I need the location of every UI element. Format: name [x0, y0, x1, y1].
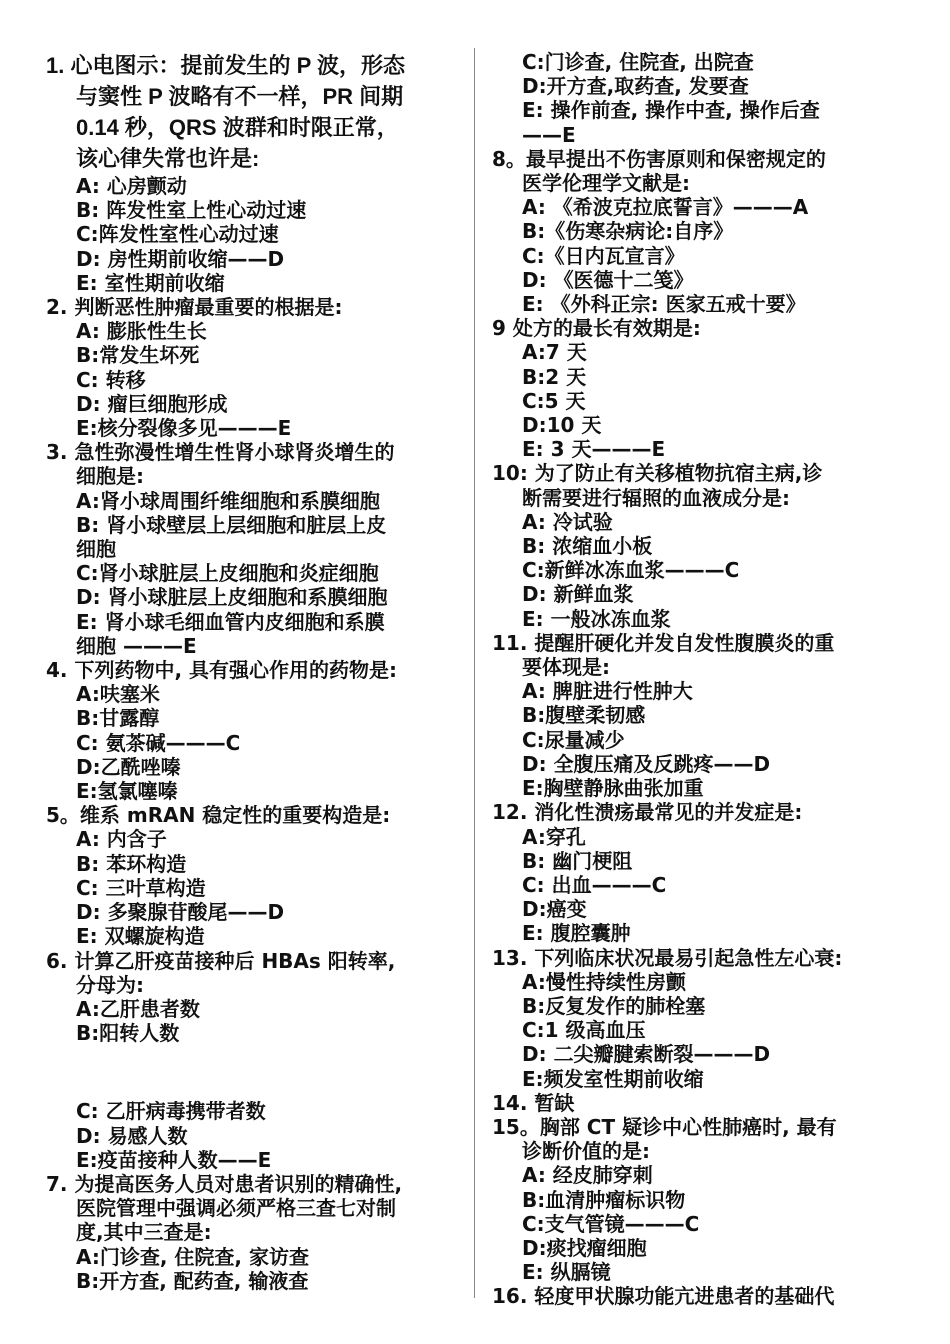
text-line: A: 膨胀性生长 — [76, 319, 207, 344]
text-line: D:10 天 — [522, 413, 602, 438]
text-line: D: 房性期前收缩——D — [76, 246, 285, 271]
text-line: D: 多聚腺苷酸尾——D — [76, 900, 285, 925]
text-line: E:疫苗接种人数——E — [76, 1147, 272, 1172]
text-line: A: 冷试验 — [522, 509, 613, 534]
question-line: 4. 下列药物中, 具有强心作用的药物是: — [46, 658, 398, 683]
text-line: D: 二尖瓣腱索断裂———D — [522, 1042, 771, 1067]
text-line: C: 转移 — [76, 367, 146, 392]
question-line: 11. 提醒肝硬化并发自发性腹膜炎的重 — [492, 630, 835, 655]
text-line: A:慢性持续性房颤 — [522, 969, 686, 994]
text-line: D:开方查,取药查, 发要查 — [522, 74, 749, 99]
text-line: E: 操作前查, 操作中查, 操作后查 — [522, 98, 820, 123]
text-line: A: 脾脏进行性肿大 — [522, 679, 693, 704]
text-line: 医学伦理学文献是: — [522, 171, 690, 196]
text-line: D: 瘤巨细胞形成 — [76, 391, 228, 416]
text-line: B:腹壁柔韧感 — [522, 703, 646, 728]
text-line: C: 乙肝病毒携带者数 — [76, 1099, 266, 1124]
text-line: C:肾小球脏层上皮细胞和炎症细胞 — [76, 561, 379, 586]
text-line: C:新鲜冰冻血浆———C — [522, 558, 740, 583]
question-line: 9 处方的最长有效期是: — [492, 316, 701, 341]
text-line: D: 全腹压痛及反跳疼——D — [522, 751, 771, 776]
text-line: E: 双螺旋构造 — [76, 924, 205, 949]
text-line: E: 腹腔囊肿 — [522, 921, 631, 946]
text-line: E:氢氯噻嗪 — [76, 779, 178, 804]
text-line: E: 《外科正宗: 医家五戒十要》 — [522, 292, 806, 317]
text-line: D: 《医德十二笺》 — [522, 267, 694, 292]
question-line: 13. 下列临床状况最易引起急性左心衰: — [492, 945, 843, 970]
text-line: D:癌变 — [522, 897, 587, 922]
text-line: B:《伤寒杂病论:自序》 — [522, 219, 734, 244]
blank-space — [46, 1045, 464, 1099]
text-line: B:血清肿瘤标识物 — [522, 1187, 686, 1212]
text-line: C: 三叶草构造 — [76, 875, 206, 900]
text-line: B: 苯环构造 — [76, 851, 187, 876]
text-line: C:支气管镜———C — [522, 1211, 700, 1236]
text-line: D:痰找瘤细胞 — [522, 1235, 647, 1260]
text-line: A: 内含子 — [76, 827, 167, 852]
question-line: 2. 判断恶性肿瘤最重要的根据是: — [46, 295, 343, 320]
text-line: C:5 天 — [522, 388, 586, 413]
text-line: 医院管理中强调必须严格三查七对制 — [76, 1196, 396, 1221]
question-line: 5。维系 mRAN 稳定性的重要构造是: — [46, 803, 391, 828]
text-line: 诊断价值的是: — [522, 1139, 650, 1164]
question-line: 10: 为了防止有关移植物抗宿主病,诊 — [492, 461, 823, 486]
text-line: B:阳转人数 — [76, 1021, 180, 1046]
text-line: B: 浓缩血小板 — [522, 534, 653, 559]
text-line: E: 室性期前收缩 — [76, 270, 225, 295]
text-line: C: 出血———C — [522, 872, 667, 897]
text-line: A:7 天 — [522, 340, 587, 365]
question-line: 14. 暂缺 — [492, 1090, 575, 1115]
text-line: ——E — [522, 122, 576, 147]
question-line: 1. 心电图示：提前发生的 P 波，形态 — [46, 53, 405, 78]
question-line: 该心律失常也许是: — [76, 146, 260, 171]
text-line: B:甘露醇 — [76, 706, 160, 731]
text-line: E: 3 天———E — [522, 437, 666, 462]
question-line: 3. 急性弥漫性增生性肾小球肾炎增生的 — [46, 440, 395, 465]
text-line: B: 幽门梗阻 — [522, 848, 633, 873]
text-line: D: 易感人数 — [76, 1123, 188, 1148]
text-line: 断需要进行辐照的血液成分是: — [522, 485, 790, 510]
text-line: A: 经皮肺穿刺 — [522, 1163, 653, 1188]
column-divider — [474, 48, 475, 1298]
text-line: D:乙酰唑嗪 — [76, 754, 181, 779]
text-line: B: 肾小球壁层上层细胞和脏层上皮 — [76, 512, 387, 537]
text-line: B: 阵发性室上性心动过速 — [76, 198, 307, 223]
left-column — [46, 50, 464, 1293]
text-line: 细胞是: — [76, 464, 144, 489]
text-line: C:《日内瓦宣言》 — [522, 243, 685, 268]
question-line: 7. 为提高医务人员对患者识别的精确性, — [46, 1171, 403, 1196]
text-line: C:尿量减少 — [522, 727, 625, 752]
question-line: 12. 消化性溃疡最常见的并发症是: — [492, 800, 803, 825]
text-line: 细胞 ———E — [76, 633, 197, 658]
text-line: 度,其中三查是: — [76, 1220, 212, 1245]
text-line: E:核分裂像多见———E — [76, 416, 292, 441]
text-line: A:乙肝患者数 — [76, 996, 200, 1021]
question-line: 6. 计算乙肝疫苗接种后 HBAs 阳转率, — [46, 948, 396, 973]
text-line: A:门诊查, 住院查, 家访查 — [76, 1244, 309, 1269]
text-line: E: 一般冰冻血浆 — [522, 606, 671, 631]
text-line: E:胸壁静脉曲张加重 — [522, 776, 704, 801]
text-line: A:呋塞米 — [76, 682, 160, 707]
text-line: C: 氨茶碱———C — [76, 730, 241, 755]
question-line: 0.14 秒，QRS 波群和时限正常， — [76, 115, 399, 140]
text-line: 细胞 — [76, 537, 116, 562]
text-line: B:反复发作的肺栓塞 — [522, 993, 706, 1018]
text-line: 要体现是: — [522, 655, 610, 680]
question-line: 16. 轻度甲状腺功能亢进患者的基础代 — [492, 1284, 835, 1309]
text-line: A: 心房颤动 — [76, 174, 187, 198]
text-line: C:1 级高血压 — [522, 1018, 646, 1043]
text-line: B:常发生坏死 — [76, 343, 200, 368]
text-line: D: 新鲜血浆 — [522, 582, 634, 607]
text-line: B:2 天 — [522, 364, 587, 389]
text-line: A:穿孔 — [522, 824, 586, 849]
question-line: 15。胸部 CT 疑诊中心性肺癌时, 最有 — [492, 1114, 837, 1139]
question-line: 8。最早提出不伤害原则和保密规定的 — [492, 146, 826, 171]
right-column — [492, 50, 912, 1309]
text-line: B:开方查, 配药查, 输液查 — [76, 1268, 309, 1293]
text-line: A:肾小球周围纤维细胞和系膜细胞 — [76, 488, 380, 513]
text-line: C:阵发性室性心动过速 — [76, 222, 279, 247]
text-line: E: 纵膈镜 — [522, 1260, 611, 1285]
text-line: 分母为: — [76, 972, 144, 997]
text-line: E: 肾小球毛细血管内皮细胞和系膜 — [76, 609, 385, 634]
question-line: 与窦性 P 波略有不一样，PR 间期 — [76, 84, 404, 109]
text-line: E:频发室性期前收缩 — [522, 1066, 704, 1091]
text-line: A: 《希波克拉底誓言》———A — [522, 195, 809, 220]
text-line: C:门诊查, 住院查, 出院查 — [522, 50, 754, 74]
text-line: D: 肾小球脏层上皮细胞和系膜细胞 — [76, 585, 388, 610]
